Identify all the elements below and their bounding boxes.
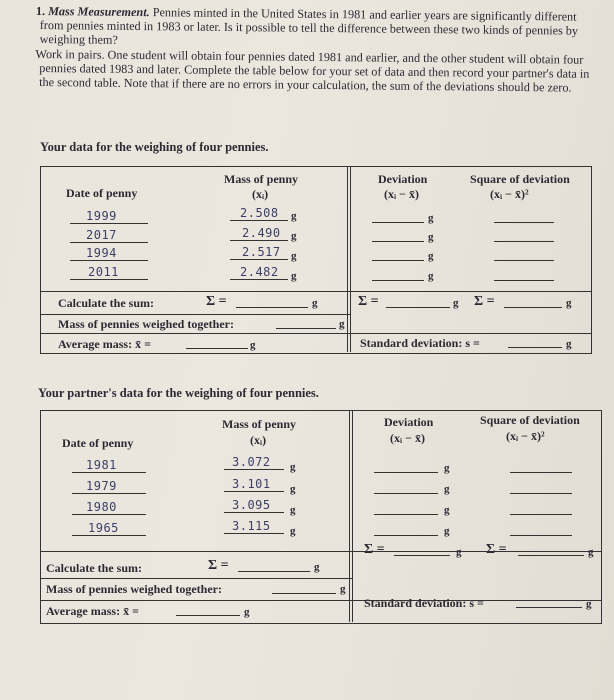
deviation-blank: [374, 535, 438, 536]
sigma-symbol: Σ =: [358, 294, 379, 309]
col-header-square-symbol: (xᵢ − x̄)²: [506, 429, 545, 443]
unit-g: g: [444, 525, 450, 537]
col-header-square-symbol: (xᵢ − x̄)²: [490, 187, 529, 201]
deviation-blank: [372, 260, 424, 261]
problem-title: Mass Measurement.: [48, 4, 150, 20]
deviation-blank: [374, 493, 438, 494]
unit-g: g: [290, 504, 296, 516]
sum-mass-blank: [236, 307, 308, 308]
sum-deviation-blank: [386, 307, 450, 308]
unit-g: g: [456, 546, 462, 558]
divider: [350, 166, 351, 352]
col-header-mass-symbol: (xᵢ): [250, 433, 267, 447]
mass-together-label: Mass of pennies weighed together:: [46, 582, 222, 596]
divider: [347, 166, 348, 352]
col-header-mass: Mass of penny: [222, 417, 297, 431]
calculate-sum-label: Calculate the sum:: [58, 296, 154, 310]
average-mass-label: Average mass: x̄ =: [46, 604, 139, 618]
sum-mass-blank: [238, 571, 310, 572]
col-header-square: Square of deviation: [470, 172, 570, 186]
sum-deviation-blank: [394, 555, 450, 556]
unit-g: g: [444, 483, 450, 495]
problem-text-1: Pennies minted in the United States in 1981 and earlier years are significantly different from pennies minted in 1983 or later. Is it possible to tell the difference between these two kinds of pennies by weighing them?: [39, 5, 579, 48]
sum-square-blank: [518, 555, 584, 556]
mass-value: 3.072: [232, 455, 271, 469]
your-data-heading: Your data for the weighing of four pennies.: [40, 140, 269, 154]
partner-data-heading: Your partner's data for the weighing of four pennies.: [38, 386, 319, 400]
square-blank: [510, 535, 572, 536]
mass-line: [230, 279, 288, 280]
date-value: 1999: [86, 209, 117, 223]
mass-line: [224, 491, 284, 492]
square-blank: [510, 472, 572, 473]
mass-line: [224, 469, 284, 470]
sigma-symbol: Σ =: [364, 542, 385, 557]
unit-g: g: [290, 483, 296, 495]
date-line: [70, 223, 148, 224]
square-blank: [510, 514, 572, 515]
problem-statement: [35, 3, 600, 95]
unit-g: g: [244, 606, 250, 618]
average-mass-blank: [186, 348, 248, 349]
date-line: [72, 514, 146, 515]
mass-line: [230, 220, 288, 221]
square-blank: [494, 241, 554, 242]
unit-g: g: [312, 297, 318, 309]
std-dev-blank: [508, 347, 562, 348]
col-header-mass-symbol: (xᵢ): [252, 187, 269, 201]
date-value: 1981: [86, 458, 117, 472]
calculate-sum-label: Calculate the sum:: [46, 561, 142, 575]
square-blank: [510, 493, 572, 494]
unit-g: g: [290, 525, 296, 537]
mass-value: 3.095: [232, 498, 271, 512]
unit-g: g: [290, 461, 296, 473]
divider: [40, 600, 601, 601]
col-header-deviation-symbol: (xᵢ − x̄): [390, 431, 425, 445]
unit-g: g: [428, 212, 434, 224]
unit-g: g: [566, 338, 572, 350]
mass-together-blank: [272, 593, 336, 594]
date-line: [70, 279, 148, 280]
deviation-blank: [374, 472, 438, 473]
date-value: 2017: [86, 228, 117, 242]
mass-line: [224, 512, 284, 513]
average-mass-blank: [176, 615, 240, 616]
date-value: 1980: [86, 500, 117, 514]
date-line: [70, 260, 148, 261]
unit-g: g: [291, 210, 297, 222]
unit-g: g: [340, 583, 346, 595]
square-blank: [494, 222, 554, 223]
unit-g: g: [339, 318, 345, 330]
unit-g: g: [428, 270, 434, 282]
divider: [40, 578, 353, 579]
unit-g: g: [453, 297, 459, 309]
date-line: [72, 493, 146, 494]
mass-value: 2.508: [240, 206, 279, 220]
col-header-deviation: Deviation: [384, 415, 434, 429]
mass-value: 2.490: [242, 226, 281, 240]
mass-together-label: Mass of pennies weighed together:: [58, 317, 234, 331]
sigma-symbol: Σ =: [474, 294, 495, 309]
unit-g: g: [586, 598, 592, 610]
divider: [40, 314, 350, 315]
mass-together-blank: [276, 328, 336, 329]
unit-g: g: [444, 504, 450, 516]
unit-g: g: [314, 561, 320, 573]
unit-g: g: [428, 231, 434, 243]
sigma-symbol: Σ =: [486, 542, 507, 557]
mass-line: [230, 240, 288, 241]
col-header-square: Square of deviation: [480, 413, 580, 427]
mass-value: 2.482: [240, 265, 279, 279]
divider: [40, 291, 591, 292]
deviation-blank: [372, 241, 424, 242]
sigma-symbol: Σ =: [208, 558, 229, 573]
col-header-date: Date of penny: [62, 436, 134, 450]
col-header-deviation-symbol: (xᵢ − x̄): [384, 187, 419, 201]
unit-g: g: [250, 339, 256, 351]
date-line: [72, 472, 146, 473]
unit-g: g: [291, 230, 297, 242]
mass-value: 3.115: [232, 519, 271, 533]
divider: [40, 333, 591, 334]
date-value: 1965: [88, 521, 119, 535]
mass-value: 2.517: [242, 245, 281, 259]
date-line: [72, 535, 146, 536]
date-value: 1979: [86, 479, 117, 493]
problem-text-2: Work in pairs. One student will obtain four pennies dated 1981 and earlier, and the other student will obtain four pennies dated 1983 and later. Complete the table below for your set of data and then record your partner's data in the second table. Note that if there are no errors in your calculation, the sum of the deviations should be zero.: [35, 46, 590, 95]
std-dev-blank: [516, 607, 582, 608]
col-header-deviation: Deviation: [378, 172, 428, 186]
sigma-symbol: Σ =: [206, 294, 227, 309]
date-value: 2011: [88, 265, 119, 279]
sum-square-blank: [504, 307, 562, 308]
deviation-blank: [372, 222, 424, 223]
divider: [40, 551, 601, 552]
std-dev-label: Standard deviation: s =: [364, 596, 484, 610]
divider: [352, 410, 353, 622]
date-value: 1994: [86, 246, 117, 260]
unit-g: g: [291, 250, 297, 262]
unit-g: g: [588, 546, 594, 558]
date-line: [70, 242, 148, 243]
divider: [349, 410, 350, 622]
col-header-date: Date of penny: [66, 186, 138, 200]
square-blank: [494, 260, 554, 261]
std-dev-label: Standard deviation: s =: [360, 336, 480, 350]
unit-g: g: [444, 462, 450, 474]
mass-line: [230, 259, 288, 260]
deviation-blank: [374, 514, 438, 515]
mass-value: 3.101: [232, 477, 271, 491]
mass-line: [224, 533, 284, 534]
unit-g: g: [291, 270, 297, 282]
deviation-blank: [372, 280, 424, 281]
col-header-mass: Mass of penny: [224, 172, 299, 186]
unit-g: g: [428, 250, 434, 262]
square-blank: [494, 280, 554, 281]
average-mass-label: Average mass: x̄ =: [58, 337, 151, 351]
problem-number: 1.: [35, 3, 46, 19]
unit-g: g: [566, 297, 572, 309]
